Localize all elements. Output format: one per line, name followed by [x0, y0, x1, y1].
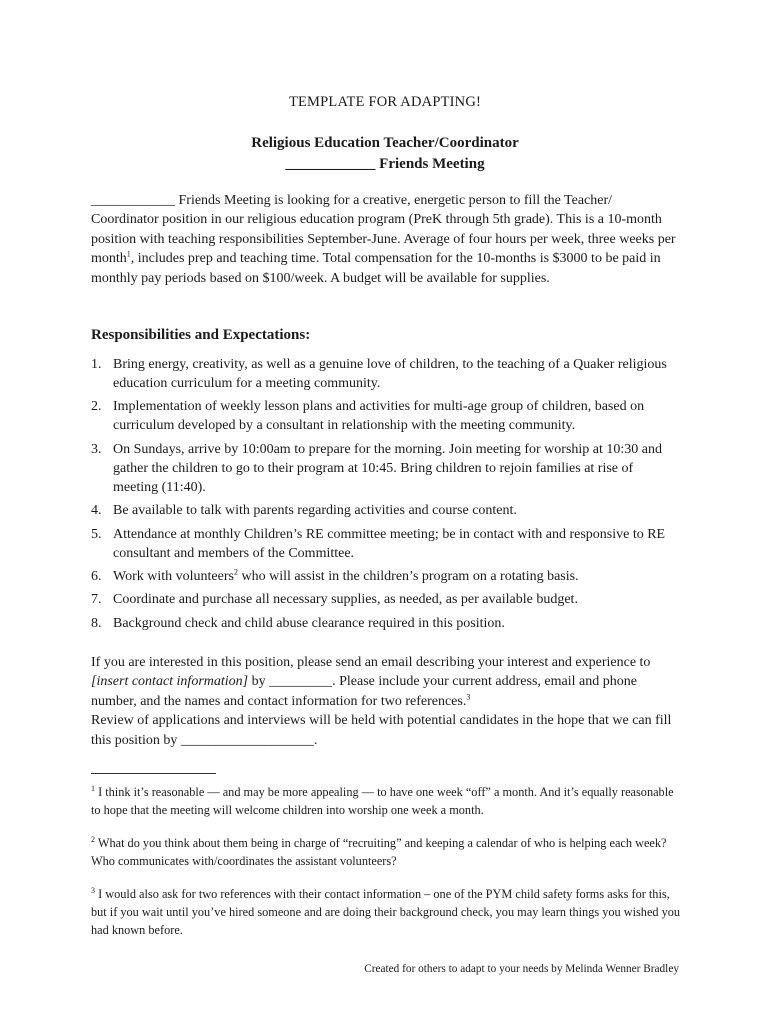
application-text-start: If you are interested in this position, please send an email describing your interest and experience to — [91, 655, 651, 670]
footnote-1 — [91, 783, 681, 819]
list-item-text: Background check and child abuse clearance required in this position. — [113, 615, 505, 631]
list-item-number: 3. — [91, 441, 102, 457]
list-item — [91, 355, 681, 393]
list-item-number: 5. — [91, 526, 102, 542]
list-item — [91, 525, 681, 563]
closing-section — [91, 653, 683, 750]
template-header-label: TEMPLATE FOR ADAPTING! — [288, 94, 482, 110]
document-title: Religious Education Teacher/Coordinator — [251, 135, 519, 151]
list-item-text: Coordinate and purchase all necessary supplies, as needed, as per available budget. — [113, 592, 578, 608]
list-item-text-end: who will assist in the children’s program on a rotating basis. — [237, 568, 579, 584]
review-statement: Review of applications and interviews will be held with potential candidates in the hope that we can fill this position by ___________________. — [91, 713, 672, 748]
responsibilities-heading: Responsibilities and Expectations: — [91, 327, 311, 343]
footnote-number: 2 — [91, 834, 95, 844]
footnote-ref-2: 2 — [233, 567, 238, 577]
list-item — [91, 590, 681, 609]
footnote-text: I think it’s reasonable — and may be more appealing — to have one week “off” a month. And it’s equally reasonable to hope that the meeting will welcome children into worship one week a month. — [91, 785, 674, 817]
footnotes-section — [91, 783, 681, 954]
application-text-mid: by _________. Please include your current address, email and phone number, and the names and contact information for two references. — [91, 674, 637, 709]
footnote-text: What do you think about them being in charge of “recruiting” and keeping a calendar of who is helping each week? Who communicates with/coordinates the assistant volunteers? — [91, 836, 667, 868]
list-item-number: 2. — [91, 399, 102, 415]
list-item-number: 7. — [91, 592, 102, 608]
footnote-2 — [91, 834, 681, 870]
responsibilities-list — [91, 355, 681, 637]
footnote-ref-1: 1 — [126, 249, 131, 259]
footnote-3 — [91, 885, 681, 939]
application-instructions — [91, 653, 683, 711]
footnote-text: I would also ask for two references with their contact information – one of the PYM child safety forms asks for this, but if you wait until you’ve hired someone and are doing their background check, you may learn things you wished you had known before. — [91, 887, 681, 937]
list-item-text: Implementation of weekly lesson plans and activities for multi-age group of children, based on curriculum developed by a consultant in relationship with the meeting community. — [113, 399, 645, 434]
contact-placeholder: [insert contact information] — [91, 674, 249, 690]
list-item — [91, 567, 681, 586]
document-subtitle: ____________ Friends Meeting — [285, 156, 485, 172]
footnote-ref-3: 3 — [466, 692, 471, 702]
list-item — [91, 397, 681, 435]
list-item-number: 4. — [91, 503, 102, 519]
list-item-text-start: Work with volunteers — [113, 568, 234, 584]
list-item-number: 6. — [91, 568, 102, 584]
list-item-text: On Sundays, arrive by 10:00am to prepare for the morning. Join meeting for worship at 10:30 and gather the children to go to their program at 10:45. Bring children to rejoin families at rise of meeting (11:40). — [113, 441, 662, 495]
list-item-number: 1. — [91, 357, 102, 372]
list-item-text: Attendance at monthly Children’s RE committee meeting; be in contact with and responsive to RE consultant and members of the Committee. — [113, 526, 666, 561]
list-item-number: 8. — [91, 615, 102, 631]
list-item — [91, 440, 681, 497]
footnote-divider — [91, 773, 216, 774]
list-item — [91, 614, 681, 633]
intro-paragraph — [91, 191, 681, 288]
intro-text-start: ____________ Friends Meeting is looking for a creative, energetic person to fill the Teacher/ Coordinator position in our religious education program (PreK through 5th grade). This is a 10-month position with teaching responsibilities September-June. Average of four hours per week, three weeks per month — [91, 193, 676, 267]
list-item — [91, 501, 681, 520]
list-item-text: Bring energy, creativity, as well as a genuine love of children, to the teaching of a Quaker religious education curriculum for a meeting community. — [113, 357, 667, 391]
document-title-block — [0, 133, 770, 175]
intro-text-end: , includes prep and teaching time. Total compensation for the 10-months is $3000 to be paid in monthly pay periods based on $100/week. A budget will be available for supplies. — [91, 251, 661, 286]
footnote-number: 3 — [91, 885, 95, 895]
footer-credit: Created for others to adapt to your needs by Melinda Wenner Bradley — [364, 963, 679, 975]
footnote-number: 1 — [91, 783, 95, 793]
list-item-text: Be available to talk with parents regarding activities and course content. — [113, 503, 517, 519]
